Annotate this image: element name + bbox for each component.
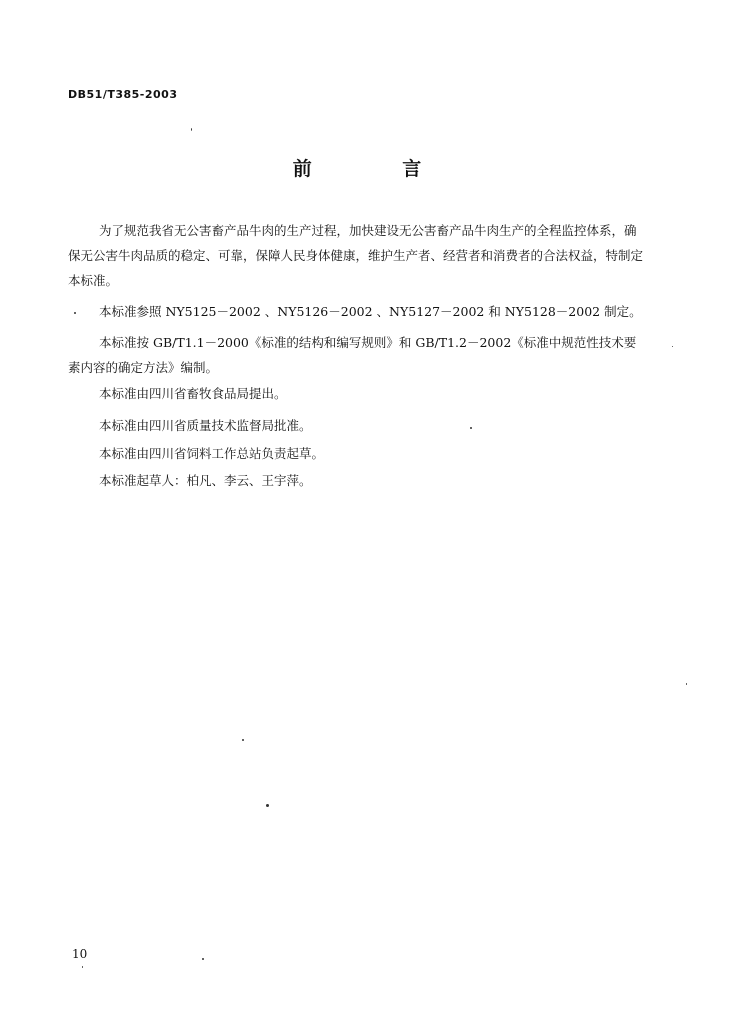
foreword-paragraph-proposer: 本标准由四川省畜牧食品局提出。 xyxy=(99,386,287,401)
scan-speck xyxy=(672,346,673,347)
scan-speck xyxy=(242,739,244,741)
scan-speck xyxy=(202,958,204,960)
foreword-paragraph-drafting-rules: 本标准按 GB/T1.1－2000《标准的结构和编写规则》和 GB/T1.2－2002《标准中规范性技术要素内容的确定方法》编制。 xyxy=(68,335,637,375)
scan-speck xyxy=(191,128,192,131)
foreword-paragraph-drafters: 本标准起草人：柏凡、李云、王宇萍。 xyxy=(99,473,312,488)
foreword-paragraph-purpose: 为了规范我省无公害畜产品牛肉的生产过程，加快建设无公害畜产品牛肉生产的全程监控体系，确保无公害牛肉品质的稳定、可靠，保障人民身体健康，维护生产者、经营者和消费者的合法权益，特制定本标准。 xyxy=(68,223,644,288)
foreword-paragraph-drafting-unit: 本标准由四川省饲料工作总站负责起草。 xyxy=(99,446,325,461)
page-title: 前 言 xyxy=(292,158,464,180)
scan-speck xyxy=(686,683,687,685)
foreword-paragraph-approver: 本标准由四川省质量技术监督局批准。 xyxy=(99,418,312,433)
scan-speck xyxy=(82,966,83,968)
scan-speck xyxy=(74,312,76,314)
foreword-paragraph-reference: 本标准参照 NY5125－2002 、NY5126－2002 、NY5127－2002 和 NY5128－2002 制定。 xyxy=(99,304,642,319)
standard-code: DB51/T385-2003 xyxy=(68,88,178,101)
scan-speck xyxy=(266,804,269,807)
page-number: 10 xyxy=(72,947,88,961)
scan-speck xyxy=(470,427,472,429)
